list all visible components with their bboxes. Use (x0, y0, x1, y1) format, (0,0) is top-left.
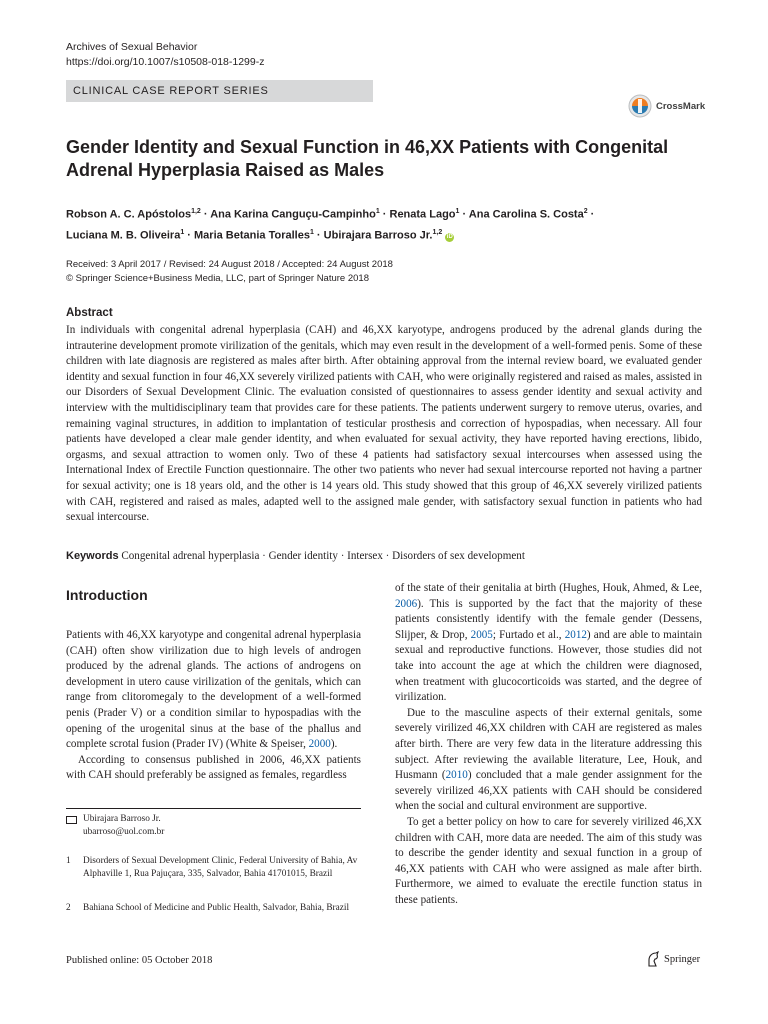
author-affiliation: 1,2 (191, 208, 201, 215)
author-affiliation: 1 (455, 208, 460, 215)
citation-link[interactable]: 2006 (395, 597, 418, 610)
author-list: Robson A. C. Apóstolos$^{1,2}$ · Ana Karina Canguçu-Campinho$^1$ · Renata Lago$^1$ · Ana Carolina S. Costa$^2$ · Luciana M. B. Oliveira$^1$ · Maria Betania Toralles$^1$ · Ubirajara Barroso Jr.$^{1,2}$ iD (66, 208, 595, 242)
affiliation-1: Disorders of Sexual Development Clinic, Federal University of Bahia, Av Alphaville 1, Rua Pajuçara, 335, Salvador, Bahia 41701015, Brazil (83, 856, 358, 880)
crossmark-label: CrossMark (656, 100, 706, 112)
article-dates (66, 258, 393, 286)
author-name: Maria Betania Toralles (194, 229, 310, 242)
author-name: Robson A. C. Apóstolos (66, 208, 192, 221)
citation-link[interactable]: 2012 (564, 628, 587, 641)
crossmark-icon (628, 94, 652, 118)
author-affiliation: 1,2 (432, 228, 443, 236)
doi-link[interactable]: https://doi.org/10.1007/s10508-018-1299-z (66, 56, 265, 68)
keywords-text: Congenital adrenal hyperplasia · Gender identity · Intersex · Disorders of sex development (121, 550, 525, 562)
introduction-heading: Introduction (66, 587, 148, 603)
journal-header (66, 40, 264, 70)
keywords-label: Keywords (66, 550, 119, 562)
paragraph: According to consensus published in 2006, 46,XX patients with CAH should preferably be assigned as females, regardless (66, 753, 361, 782)
author-name: Luciana M. B. Oliveira (66, 229, 181, 242)
author-affiliation: 1 (309, 228, 314, 236)
abstract-text: In individuals with congenital adrenal hyperplasia (CAH) and 46,XX karyotype, androgens produced by the adrenal glands during the intrauterine development promote virilization of the genitals, which may even result in the development of a well-formed penis. Some of these children with late diagnosis are registered as males after birth. After obtaining approval from the internal review board, we evaluated gender identity and sexual function in four 46,XX severely virilized patients with CAH, who were originally registered and raised as males, assisted in our Disorders of Sexual Development Clinic. The evaluation consisted of questionnaires to assess gender identity and sexual activity and interview with the multidisciplinary team that provides care for these patients. The patients underwent surgery to remove uterus, ovaries, and remaining vaginal structures, in addition to implantation of testicular prosthesis and correction of hypospadias, when necessary. All four patients have developed a clear male gender identity, and when evaluated for sexual activity, they have reported having erections, libido, orgasms, and sexual attraction to women only. Two of these 4 patients had satisfactory sexual intercourses when assessed using the International Index of Erectile Function questionnaire. The other two patients who never had sexual intercourse reported not having a partner for sexual activity; one is 18 years old, and the other is 14 years old. This study showed that this group of 46,XX severely virilized patients with CAH, registered and raised as males, adapted well to the assigned male gender, with satisfactory sexual function in patients who had sexual intercourse. (66, 324, 702, 524)
author-affiliation: 1 (180, 228, 185, 236)
abstract-heading: Abstract (66, 307, 113, 319)
citation-link[interactable]: 2005 (470, 628, 493, 641)
paragraph: Due to the masculine aspects of their external genitals, some severely virilized 46,XX children with CAH are registered as males after birth. There are very few data in the literature addressing this subject. After reviewing the available literature, Lee, Houk, and Husmann (2010) concluded that a male gender assignment for the severely virilized 46,XX patients with CAH should be considered when the social and cultural environment are supportive. (395, 706, 702, 813)
author-affiliation: 2 (583, 208, 588, 215)
author-affiliation: 1 (375, 208, 380, 215)
paragraph: To get a better policy on how to care for severely virilized 46,XX children with CAH, more data are needed. The aim of this study was to describe the gender identity and sexual function in a group of 46,XX patients with CAH who were assigned as male after birth. Furthermore, we aimed to evaluate the erectile function status in these patients. (395, 815, 702, 906)
author-name: Ubirajara Barroso Jr. (323, 229, 433, 242)
envelope-icon (66, 816, 77, 824)
right-column (395, 581, 702, 908)
author-name: Ana Carolina S. Costa (468, 208, 584, 221)
corresponding-name: Ubirajara Barroso Jr. (83, 814, 161, 824)
crossmark-badge[interactable] (628, 94, 705, 118)
corresponding-author (83, 813, 164, 840)
author-name: Renata Lago (389, 208, 456, 221)
journal-name: Archives of Sexual Behavior (66, 41, 198, 53)
affiliation-number: 2 (66, 903, 71, 913)
published-date: Published online: 05 October 2018 (66, 955, 213, 966)
copyright: © Springer Science+Business Media, LLC, part of Springer Nature 2018 (66, 273, 369, 284)
springer-horse-icon (646, 951, 660, 967)
citation-link[interactable]: 2000 (308, 738, 331, 751)
series-banner: CLINICAL CASE REPORT SERIES (66, 80, 373, 102)
author-name: Ana Karina Canguçu-Campinho (210, 208, 376, 221)
affiliation-2: Bahiana School of Medicine and Public Health, Salvador, Bahia, Brazil (83, 903, 350, 913)
footnote-divider (66, 808, 361, 809)
keywords (66, 549, 702, 564)
corresponding-email[interactable]: ubarroso@uol.com.br (83, 827, 165, 838)
publisher-logo (646, 951, 700, 967)
publisher-name: Springer (664, 953, 701, 965)
affiliation-number: 1 (66, 856, 71, 866)
citation-link[interactable]: 2010 (445, 769, 468, 782)
left-column (66, 628, 361, 784)
article-title: Gender Identity and Sexual Function in 46,XX Patients with Congenital Adrenal Hyperplasia Raised as Males (66, 137, 669, 180)
paragraph: Patients with 46,XX karyotype and congenital adrenal hyperplasia (CAH) often show virilization due to high levels of androgen produced by the adrenal glands. The actions of androgens on development in utero cause virilization of the genitals, which can range from clitoromegaly to the development of a well-formed penis (Prader V) or a condition similar to hypospadias with the opening of the urogenital sinus at the base of the phallus and complete scrotal fusion (Prader IV) (White & Speiser, 2000). (66, 629, 361, 751)
history-dates: Received: 3 April 2017 / Revised: 24 August 2018 / Accepted: 24 August 2018 (66, 259, 393, 270)
orcid-icon[interactable]: iD (446, 234, 453, 241)
paragraph: of the state of their genitalia at birth (Hughes, Houk, Ahmed, & Lee, 2006). This is supported by the fact that the majority of these patients consistently identify with the female gender (Dessens, Slijper, & Drop, 2005; Furtado et al., 2012) and are able to maintain sexual and reproductive functions. However, those studies did not take into account the age at which the children were diagnosed, when treatment with glucocorticoids was started, and the degree of virilization. (395, 582, 703, 704)
